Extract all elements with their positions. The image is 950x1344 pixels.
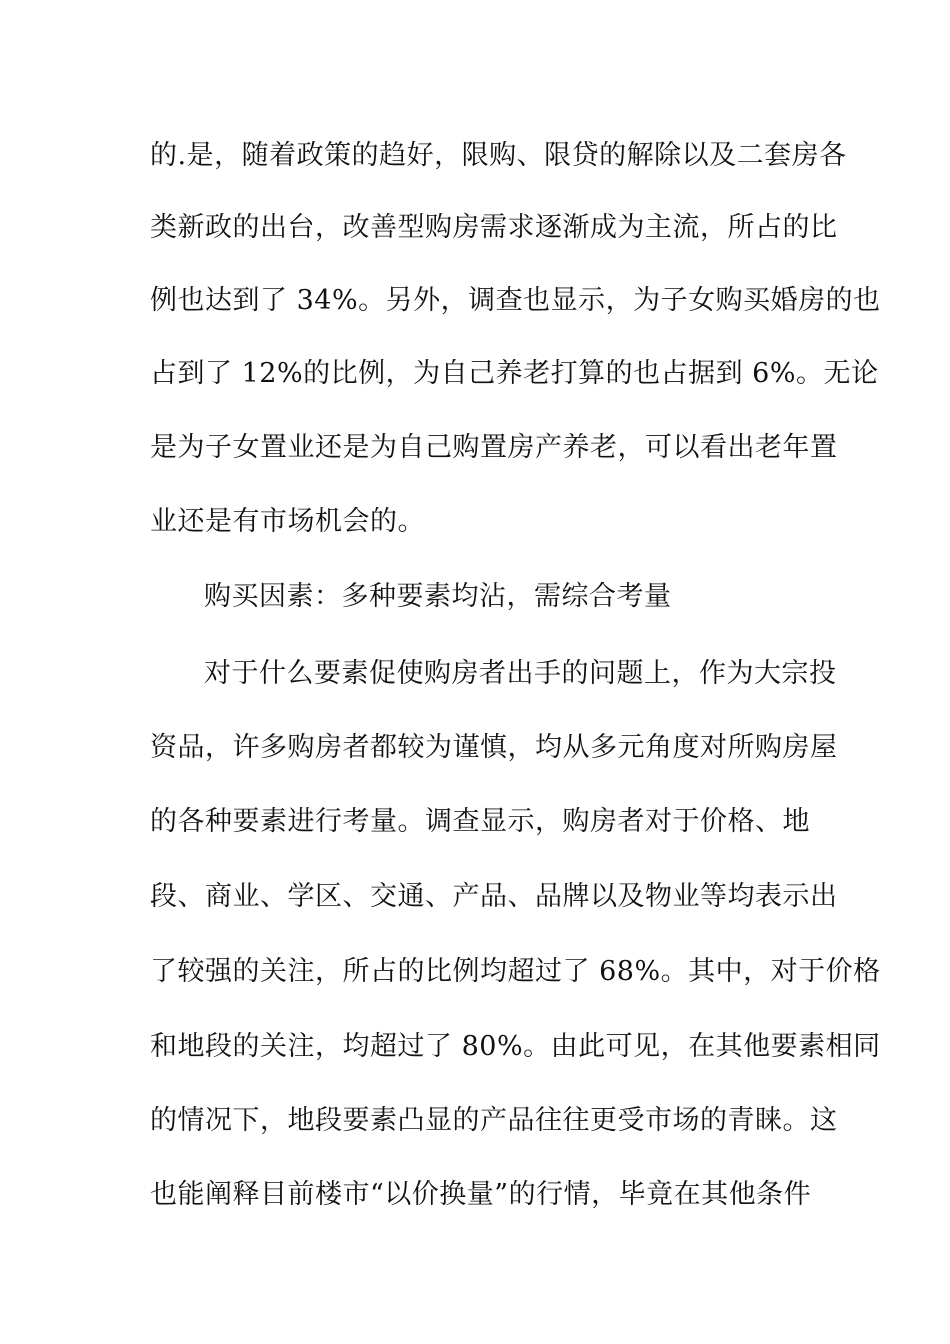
text-line-12: 和地段的关注，均超过了 80%。由此可见，在其他要素相同 [150, 1031, 881, 1062]
text-line-7: 对于什么要素促使购房者出手的问题上，作为大宗投 [204, 658, 837, 689]
text-line-10: 段、商业、学区、交通、产品、品牌以及物业等均表示出 [150, 881, 838, 912]
text-line-4: 占到了 12%的比例，为自己养老打算的也占据到 6%。无论 [150, 358, 879, 389]
text-line-2: 类新政的出台，改善型购房需求逐渐成为主流，所占的比 [150, 212, 838, 243]
section-heading: 购买因素：多种要素均沾，需综合考量 [204, 581, 672, 612]
text-line-11: 了较强的关注，所占的比例均超过了 68%。其中，对于价格 [150, 956, 881, 987]
text-line-5: 是为子女置业还是为自己购置房产养老，可以看出老年置 [150, 432, 838, 463]
text-line-3: 例也达到了 34%。另外，调查也显示，为子女购买婚房的也 [150, 285, 881, 316]
text-line-8: 资品，许多购房者都较为谨慎，均从多元角度对所购房屋 [150, 732, 838, 763]
text-line-6: 业还是有市场机会的。 [150, 506, 425, 537]
text-line-13: 的情况下，地段要素凸显的产品往往更受市场的青睐。这 [150, 1105, 838, 1136]
text-line-1: 的.是，随着政策的趋好，限购、限贷的解除以及二套房各 [150, 140, 847, 171]
text-line-14: 也能阐释目前楼市“以价换量”的行情，毕竟在其他条件 [150, 1179, 812, 1210]
text-line-9: 的各种要素进行考量。调查显示，购房者对于价格、地 [150, 806, 810, 837]
